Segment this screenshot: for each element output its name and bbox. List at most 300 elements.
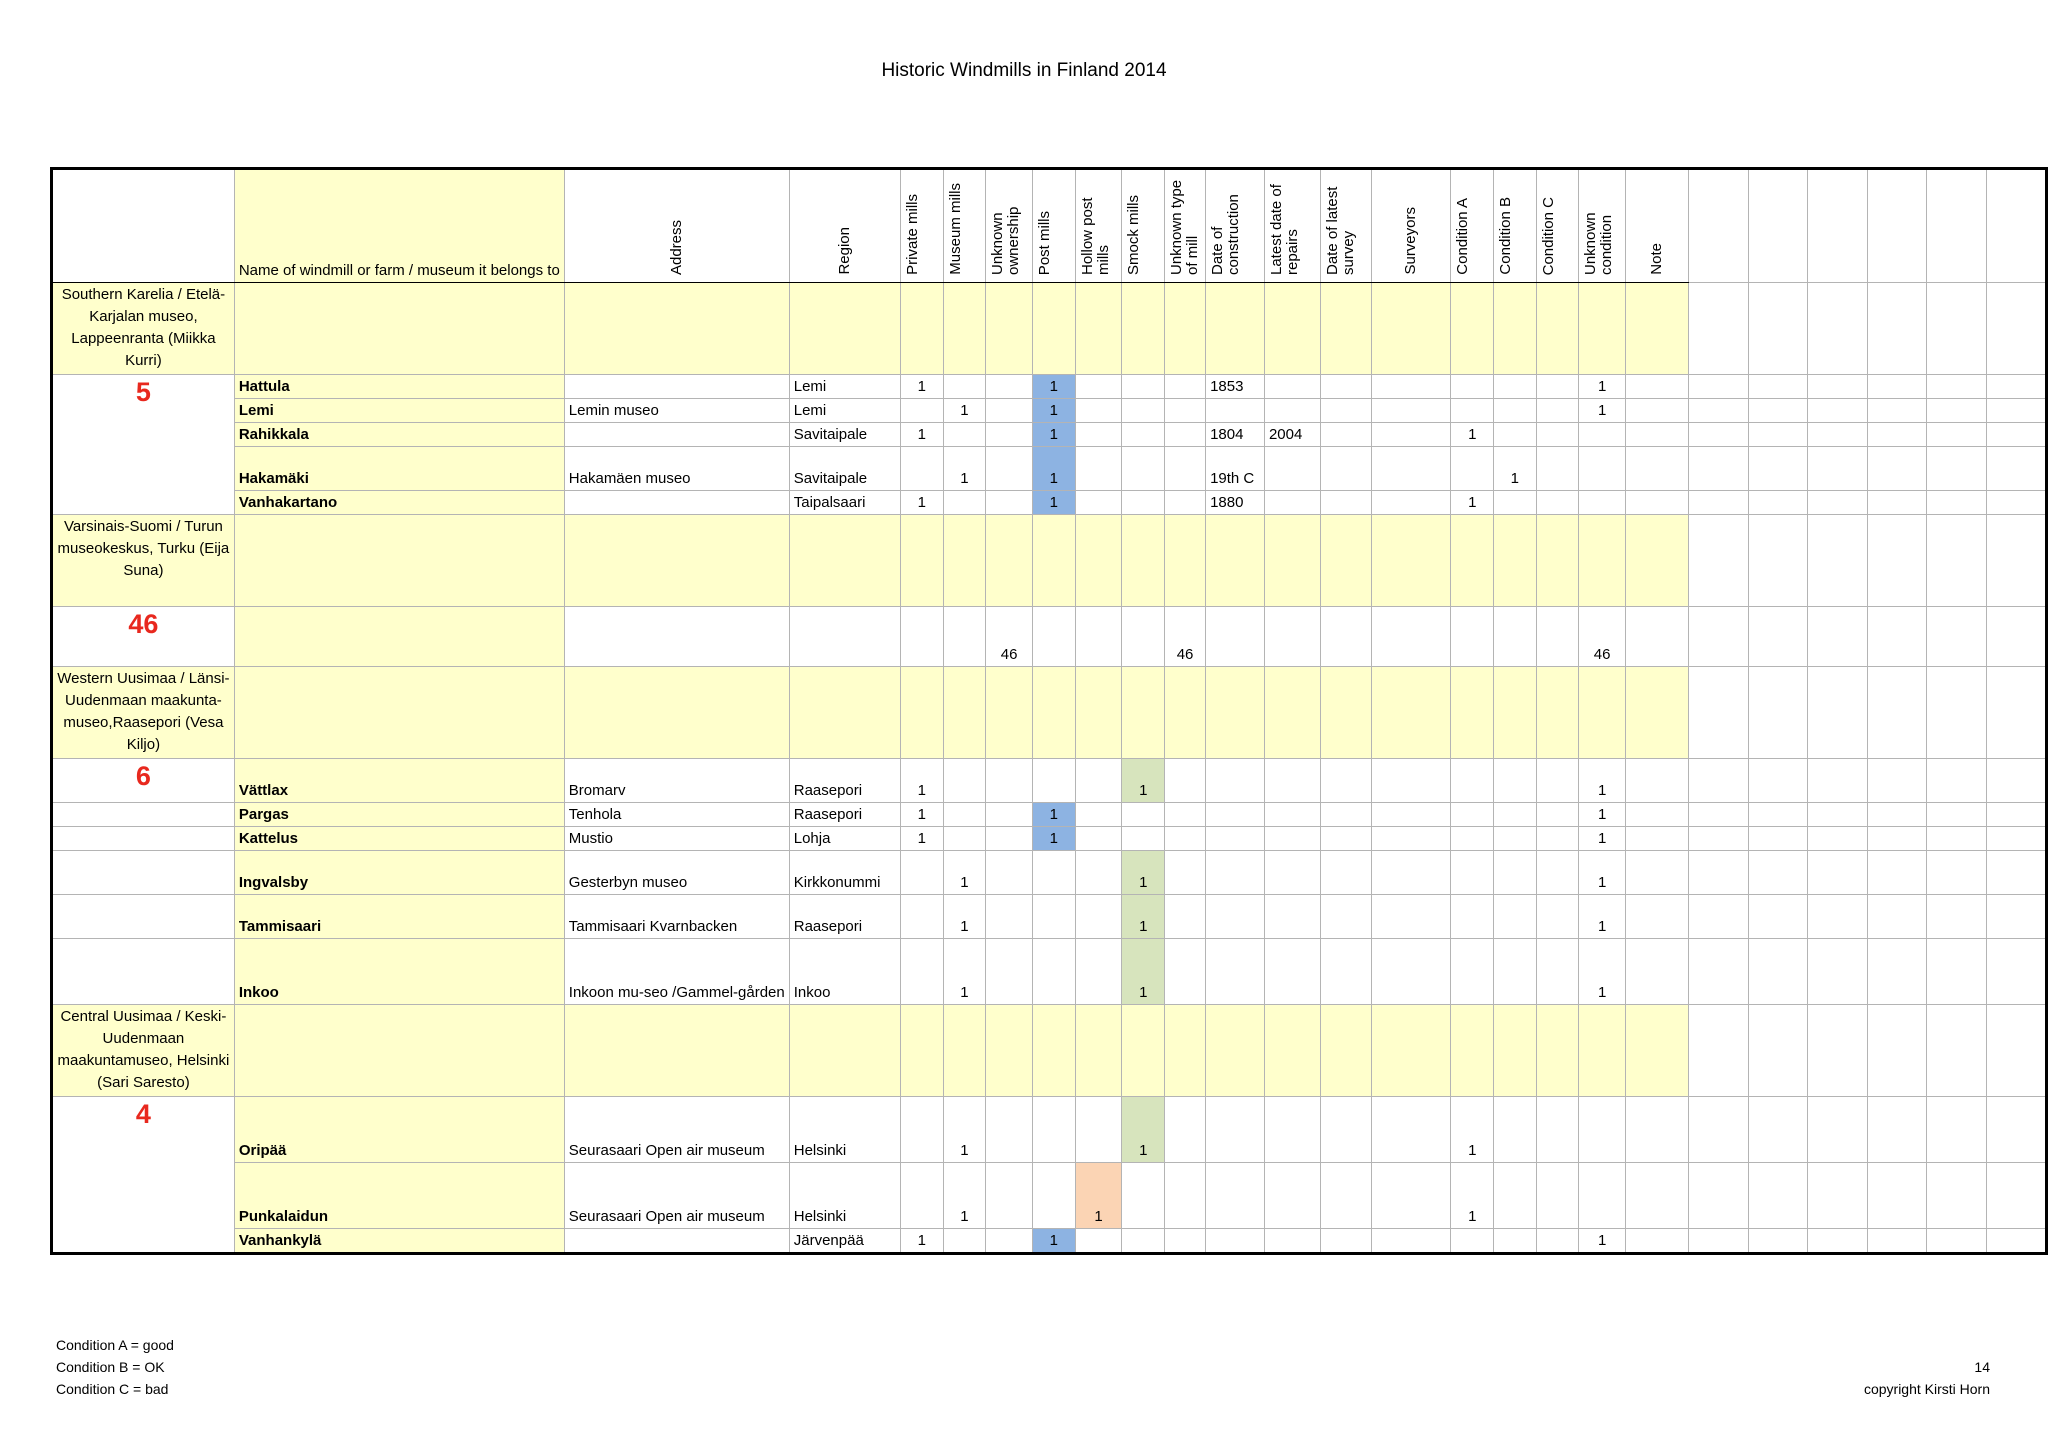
table-cell	[1165, 447, 1206, 491]
header-hollow: Hollow post mills	[1075, 169, 1122, 283]
table-cell: Hakamäen museo	[564, 447, 789, 491]
table-cell	[1451, 667, 1494, 759]
table-cell: Lemi	[789, 399, 900, 423]
page-title: Historic Windmills in Finland 2014	[881, 60, 1167, 81]
table-cell: Mustio	[564, 827, 789, 851]
table-cell	[1264, 1163, 1320, 1229]
table-cell	[1536, 423, 1579, 447]
table-cell	[943, 375, 986, 399]
table-cell: 1	[1075, 1163, 1122, 1229]
table-cell: 1	[1451, 1097, 1494, 1163]
header-condition-b: Condition B	[1494, 169, 1537, 283]
table-cell	[1808, 1229, 1868, 1254]
table-cell	[1264, 1229, 1320, 1254]
header-museum: Museum mills	[943, 169, 986, 283]
table-cell	[986, 491, 1033, 515]
table-row	[52, 1229, 2047, 1254]
table-cell	[1075, 607, 1122, 667]
table-cell	[901, 283, 944, 375]
table-cell	[234, 1005, 564, 1097]
region-label: Western Uusimaa / Länsi-Uudenmaan maakunta-museo,Raasepori (Vesa Kiljo)	[52, 667, 235, 759]
table-cell	[1626, 803, 1689, 827]
table-cell	[1867, 491, 1927, 515]
header-latest-survey: Date of latest survey	[1320, 169, 1371, 283]
table-cell: Lemin museo	[564, 399, 789, 423]
header-latest-repairs: Latest date of repairs	[1264, 169, 1320, 283]
table-cell	[1372, 827, 1451, 851]
table-cell	[1372, 423, 1451, 447]
table-cell	[1748, 1097, 1808, 1163]
table-cell	[1626, 759, 1689, 803]
table-cell	[1122, 667, 1165, 759]
table-cell	[1320, 283, 1371, 375]
table-cell	[901, 399, 944, 423]
table-cell	[1494, 803, 1537, 827]
table-row	[52, 1163, 2047, 1229]
table-cell	[1986, 1229, 2046, 1254]
table-cell	[1264, 515, 1320, 607]
table-cell	[789, 667, 900, 759]
table-cell	[1451, 1005, 1494, 1097]
table-cell	[1320, 1005, 1371, 1097]
table-row	[52, 423, 2047, 447]
table-cell	[1748, 759, 1808, 803]
table-cell	[1867, 667, 1927, 759]
table-cell	[1748, 851, 1808, 895]
table-row	[52, 1097, 2047, 1163]
table-cell	[1748, 169, 1808, 283]
table-cell	[1372, 1097, 1451, 1163]
header-smock: Smock mills	[1122, 169, 1165, 283]
table-cell	[1986, 399, 2046, 423]
table-cell	[1689, 895, 1749, 939]
table-cell	[1320, 515, 1371, 607]
table-cell	[1320, 447, 1371, 491]
table-cell: Tammisaari Kvarnbacken	[564, 895, 789, 939]
table-cell: 1	[1033, 375, 1076, 399]
table-cell	[1033, 607, 1076, 667]
table-cell: 1	[1451, 423, 1494, 447]
table-cell	[1867, 1005, 1927, 1097]
table-cell	[1536, 447, 1579, 491]
table-cell	[986, 759, 1033, 803]
table-cell	[1372, 895, 1451, 939]
table-cell: 46	[986, 607, 1033, 667]
table-cell	[943, 759, 986, 803]
table-cell	[1372, 491, 1451, 515]
table-cell	[901, 939, 944, 1005]
page-footer	[1864, 1356, 1990, 1400]
table-cell	[1372, 375, 1451, 399]
table-cell	[1451, 375, 1494, 399]
legend-condition-a: Condition A = good	[56, 1337, 174, 1353]
table-cell: 1	[943, 939, 986, 1005]
table-cell	[1867, 607, 1927, 667]
table-cell	[1808, 447, 1868, 491]
header-address: Address	[564, 169, 789, 283]
table-cell	[1689, 1163, 1749, 1229]
table-cell	[1372, 1163, 1451, 1229]
table-cell: Tenhola	[564, 803, 789, 827]
table-cell	[234, 667, 564, 759]
table-cell	[901, 607, 944, 667]
table-row	[52, 827, 2047, 851]
table-cell	[1579, 447, 1626, 491]
table-cell	[1689, 375, 1749, 399]
table-cell	[1033, 851, 1076, 895]
table-cell	[1165, 1229, 1206, 1254]
table-cell	[1451, 803, 1494, 827]
windmill-table	[50, 167, 2048, 1255]
table-cell	[1689, 939, 1749, 1005]
table-cell	[1867, 1097, 1927, 1163]
table-cell	[1320, 759, 1371, 803]
table-cell	[1867, 895, 1927, 939]
table-cell	[1536, 1163, 1579, 1229]
table-cell	[1867, 169, 1927, 283]
table-cell	[1748, 1005, 1808, 1097]
table-cell	[1075, 1097, 1122, 1163]
table-cell	[1206, 607, 1265, 667]
table-cell	[1451, 283, 1494, 375]
table-cell	[1867, 423, 1927, 447]
table-cell	[1579, 1005, 1626, 1097]
table-row	[52, 491, 2047, 515]
table-cell: Raasepori	[789, 895, 900, 939]
table-cell	[1626, 895, 1689, 939]
table-cell	[1808, 491, 1868, 515]
table-cell: Helsinki	[789, 1097, 900, 1163]
table-cell	[1808, 939, 1868, 1005]
table-cell: Savitaipale	[789, 423, 900, 447]
table-cell: 1	[943, 447, 986, 491]
table-cell	[1867, 851, 1927, 895]
table-cell	[1626, 447, 1689, 491]
header-blank	[52, 169, 235, 283]
table-cell	[1536, 759, 1579, 803]
table-cell	[1808, 803, 1868, 827]
table-cell	[1075, 283, 1122, 375]
table-cell	[1494, 1005, 1537, 1097]
table-cell	[1808, 423, 1868, 447]
table-cell	[1927, 283, 1987, 375]
table-cell	[1206, 1097, 1265, 1163]
table-cell	[1986, 491, 2046, 515]
table-cell	[1689, 283, 1749, 375]
table-cell	[1372, 515, 1451, 607]
table-cell	[1927, 399, 1987, 423]
table-cell: 2004	[1264, 423, 1320, 447]
table-cell: 1	[901, 423, 944, 447]
table-cell	[1165, 283, 1206, 375]
table-cell	[1536, 375, 1579, 399]
header-unknown-condition: Unknown condition	[1579, 169, 1626, 283]
table-cell	[1927, 375, 1987, 399]
table-cell	[1264, 375, 1320, 399]
table-cell	[1689, 827, 1749, 851]
table-row	[52, 803, 2047, 827]
table-cell	[1451, 607, 1494, 667]
table-cell	[1867, 515, 1927, 607]
table-cell: Savitaipale	[789, 447, 900, 491]
table-cell	[1165, 1005, 1206, 1097]
table-cell: Taipalsaari	[789, 491, 900, 515]
table-cell	[943, 1229, 986, 1254]
table-cell	[789, 1005, 900, 1097]
table-cell	[234, 283, 564, 375]
table-cell	[1165, 827, 1206, 851]
table-cell	[1320, 423, 1371, 447]
table-cell	[1075, 375, 1122, 399]
table-cell: Inkoon mu-seo /Gammel-gården	[564, 939, 789, 1005]
table-cell: 1	[901, 1229, 944, 1254]
legend-condition-c: Condition C = bad	[56, 1381, 169, 1397]
table-cell	[1320, 607, 1371, 667]
table-cell	[234, 607, 564, 667]
table-cell	[1320, 667, 1371, 759]
table-cell	[1689, 1229, 1749, 1254]
table-cell	[1372, 447, 1451, 491]
table-cell: 1	[1579, 803, 1626, 827]
table-cell: Raasepori	[789, 803, 900, 827]
table-cell	[1626, 1097, 1689, 1163]
table-cell	[986, 375, 1033, 399]
mill-name: Vanhakartano	[234, 491, 564, 515]
table-cell	[1206, 759, 1265, 803]
table-cell: 1	[1033, 1229, 1076, 1254]
table-cell	[1206, 827, 1265, 851]
table-cell	[564, 375, 789, 399]
mill-name: Vättlax	[234, 759, 564, 803]
header-condition-a: Condition A	[1451, 169, 1494, 283]
table-cell	[1494, 759, 1537, 803]
table-cell	[789, 515, 900, 607]
table-cell	[1320, 803, 1371, 827]
table-cell	[1579, 515, 1626, 607]
table-cell	[1536, 607, 1579, 667]
region-count: 6	[52, 759, 235, 803]
table-cell	[1986, 169, 2046, 283]
table-cell	[986, 399, 1033, 423]
table-cell: 1	[1033, 447, 1076, 491]
table-cell	[1165, 399, 1206, 423]
table-cell	[52, 939, 235, 1005]
table-cell	[1986, 447, 2046, 491]
table-row	[52, 399, 2047, 423]
table-cell	[1867, 1229, 1927, 1254]
table-cell: 46	[1165, 607, 1206, 667]
table-cell	[1748, 667, 1808, 759]
table-cell	[1927, 803, 1987, 827]
table-cell	[1264, 447, 1320, 491]
table-cell	[986, 939, 1033, 1005]
table-cell: 1	[1579, 895, 1626, 939]
table-cell	[1122, 375, 1165, 399]
table-cell	[1264, 759, 1320, 803]
table-cell	[1494, 607, 1537, 667]
table-cell	[1626, 851, 1689, 895]
table-cell	[52, 803, 235, 827]
table-cell	[1536, 1005, 1579, 1097]
table-cell: 1	[901, 491, 944, 515]
table-cell	[1689, 759, 1749, 803]
table-cell	[1808, 1097, 1868, 1163]
table-cell: 1	[1033, 423, 1076, 447]
table-cell	[1808, 1163, 1868, 1229]
region-label: Southern Karelia / Etelä-Karjalan museo, Lappeenranta (Miikka Kurri)	[52, 283, 235, 375]
table-cell	[986, 667, 1033, 759]
table-cell	[986, 1005, 1033, 1097]
header-surveyors: Surveyors	[1372, 169, 1451, 283]
table-cell	[1122, 827, 1165, 851]
table-cell	[1626, 491, 1689, 515]
table-cell: 1804	[1206, 423, 1265, 447]
table-cell	[1748, 447, 1808, 491]
region-count: 46	[52, 607, 235, 667]
table-cell	[1320, 1163, 1371, 1229]
table-row	[52, 447, 2047, 491]
table-cell	[1626, 399, 1689, 423]
table-cell	[1122, 399, 1165, 423]
table-cell: 1	[1579, 1229, 1626, 1254]
table-cell	[1372, 1005, 1451, 1097]
table-cell	[1626, 1163, 1689, 1229]
table-cell: 1	[1579, 851, 1626, 895]
table-cell	[943, 803, 986, 827]
table-cell	[1264, 895, 1320, 939]
table-cell	[1536, 667, 1579, 759]
table-cell	[901, 1163, 944, 1229]
table-row	[52, 895, 2047, 939]
table-cell	[789, 607, 900, 667]
region-row	[52, 515, 2047, 607]
table-cell	[943, 423, 986, 447]
condition-legend	[56, 1334, 174, 1400]
table-cell	[1689, 515, 1749, 607]
table-cell	[1536, 827, 1579, 851]
table-cell	[986, 515, 1033, 607]
table-cell	[1986, 423, 2046, 447]
table-cell	[1165, 851, 1206, 895]
table-cell: 1	[943, 399, 986, 423]
table-cell	[1689, 423, 1749, 447]
table-cell	[1808, 1005, 1868, 1097]
table-cell: 1	[1579, 375, 1626, 399]
table-row	[52, 375, 2047, 399]
table-cell	[1927, 939, 1987, 1005]
table-row	[52, 939, 2047, 1005]
table-cell	[564, 1229, 789, 1254]
table-cell	[1626, 375, 1689, 399]
table-cell	[1206, 1229, 1265, 1254]
table-cell	[1451, 515, 1494, 607]
table-cell: Bromarv	[564, 759, 789, 803]
table-cell	[1165, 667, 1206, 759]
table-cell	[1579, 667, 1626, 759]
table-cell	[1867, 939, 1927, 1005]
table-cell	[1986, 759, 2046, 803]
table-cell	[1075, 399, 1122, 423]
table-cell	[1372, 283, 1451, 375]
table-cell	[1165, 515, 1206, 607]
table-cell: 1	[1579, 939, 1626, 1005]
table-cell	[1320, 827, 1371, 851]
mill-name: Inkoo	[234, 939, 564, 1005]
table-cell	[1320, 1229, 1371, 1254]
table-cell	[1689, 607, 1749, 667]
table-cell	[1626, 515, 1689, 607]
table-cell	[1927, 895, 1987, 939]
table-cell	[1808, 399, 1868, 423]
mill-name: Lemi	[234, 399, 564, 423]
header-private: Private mills	[901, 169, 944, 283]
table-cell	[1536, 895, 1579, 939]
table-cell	[1075, 423, 1122, 447]
table-cell	[943, 667, 986, 759]
table-cell	[1075, 447, 1122, 491]
table-cell	[1808, 895, 1868, 939]
table-cell	[1927, 515, 1987, 607]
table-cell	[1689, 399, 1749, 423]
table-cell: 1	[1579, 399, 1626, 423]
table-cell	[1808, 375, 1868, 399]
table-cell: 1	[1122, 939, 1165, 1005]
table-cell	[1748, 1229, 1808, 1254]
table-cell	[901, 895, 944, 939]
table-cell: Helsinki	[789, 1163, 900, 1229]
table-cell	[1122, 1005, 1165, 1097]
mill-name: Vanhankylä	[234, 1229, 564, 1254]
table-cell	[901, 447, 944, 491]
region-row	[52, 667, 2047, 759]
table-cell	[1579, 283, 1626, 375]
table-cell	[901, 1005, 944, 1097]
table-cell	[1808, 607, 1868, 667]
table-cell: 1	[943, 1097, 986, 1163]
table-cell	[943, 827, 986, 851]
table-cell	[1075, 759, 1122, 803]
table-cell	[564, 491, 789, 515]
table-cell	[1372, 667, 1451, 759]
table-cell	[1206, 1163, 1265, 1229]
table-cell	[1626, 423, 1689, 447]
table-cell	[1165, 803, 1206, 827]
table-cell	[943, 515, 986, 607]
table-cell	[564, 667, 789, 759]
table-cell	[1494, 939, 1537, 1005]
legend-condition-b: Condition B = OK	[56, 1359, 165, 1375]
table-cell	[1165, 1097, 1206, 1163]
table-cell	[1494, 1229, 1537, 1254]
table-cell	[986, 827, 1033, 851]
table-cell	[1165, 375, 1206, 399]
header-condition-c: Condition C	[1536, 169, 1579, 283]
table-cell	[1075, 827, 1122, 851]
table-cell	[1986, 667, 2046, 759]
table-cell	[1748, 375, 1808, 399]
table-cell: Raasepori	[789, 759, 900, 803]
table-cell	[1451, 1229, 1494, 1254]
table-cell	[1206, 939, 1265, 1005]
table-cell	[1626, 1229, 1689, 1254]
table-cell	[1689, 851, 1749, 895]
table-cell	[1927, 447, 1987, 491]
table-cell: 1	[1033, 827, 1076, 851]
table-cell	[901, 1097, 944, 1163]
table-cell: Järvenpää	[789, 1229, 900, 1254]
table-cell	[1075, 939, 1122, 1005]
table-cell	[1451, 827, 1494, 851]
